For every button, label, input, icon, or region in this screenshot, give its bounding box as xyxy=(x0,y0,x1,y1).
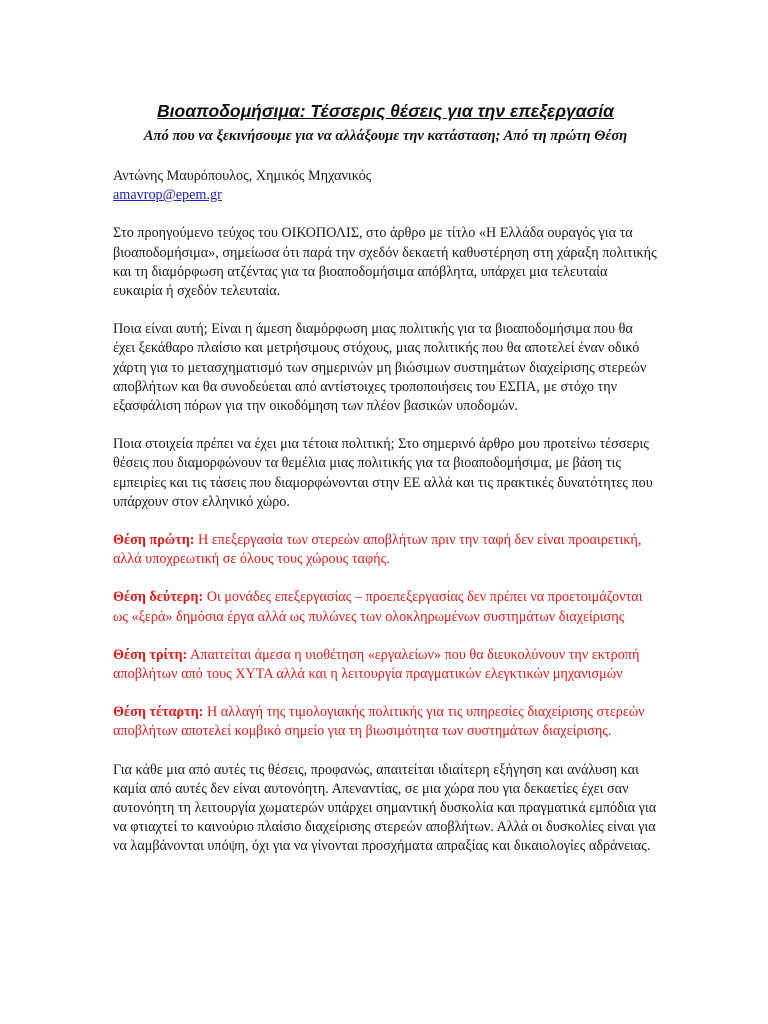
author-email-link[interactable]: amavrop@epem.gr xyxy=(113,187,222,204)
article-subtitle: Από που να ξεκινήσουμε για να αλλάξουμε την κατάσταση; Από τη πρώτη Θέση xyxy=(143,128,628,144)
thesis-fourth xyxy=(113,703,658,741)
paragraph-closing: Για κάθε μια από αυτές τις θέσεις, προφανώς, απαιτείται ιδιαίτερη εξήγηση και ανάλυση και καμία από αυτές δεν είναι αυτονόητη. Απεναντίας, σε μια χώρα που για δεκαετίες έχει σαν αυτονόητη τη λειτουργία χωματερών υπάρχει σημαντική δυσκολία και πραγματικά εμπόδια για να φτιαχτεί το καινούριο πλαίσιο διαχείρισης στερεών αποβλήτων. Αλλά οι δυσκολίες είναι για να λαμβάνονται υπόψη, όχι για να γίνονται προσχήματα απραξίας και δικαιολογίες αδράνειας. xyxy=(113,761,657,855)
paragraph-elements: Ποια στοιχεία πρέπει να έχει μια τέτοια πολιτική; Στο σημερινό άρθρο μου προτείνω τέσσερις θέσεις που διαμορφώνουν τα θεμέλια μιας πολιτικής για τα βιοαποδομήσιμα, με βάση τις εμπειρίες και τις τάσεις που διαμορφώνονται στην ΕΕ αλλά και τις πρακτικές δυνατότητες που υπάρχουν στον ελληνικό χώρο. xyxy=(113,436,653,510)
thesis-first-label: Θέση πρώτη: xyxy=(113,532,195,549)
author-line: Αντώνης Μαυρόπουλος, Χημικός Μηχανικός xyxy=(113,168,372,184)
thesis-second-text: Οι μονάδες επεξεργασίας – προεπεξεργασίας δεν πρέπει να προετοιμάζονται ως «ξερά» δημόσια έργα αλλά ως πυλώνες των ολοκληρωμένων συστημάτων διαχείρισης xyxy=(113,589,643,625)
thesis-fourth-label: Θέση τέταρτη: xyxy=(113,704,204,721)
article-body xyxy=(113,100,658,876)
thesis-first-text: Η επεξεργασία των στερεών αποβλήτων πριν την ταφή δεν είναι προαιρετική, αλλά υποχρεωτική σε όλους τους χώρους ταφής. xyxy=(113,532,642,568)
article-title: Βιοαποδομήσιμα: Τέσσερις θέσεις για την επεξεργασία xyxy=(157,101,614,121)
thesis-fourth-text: Η αλλαγή της τιμολογιακής πολιτικής για τις υπηρεσίες διαχείρισης στερεών αποβλήτων αποτελεί κομβικό σημείο για τη βιωσιμότητα των συστημάτων διαχείρισης. xyxy=(113,704,645,740)
thesis-third xyxy=(113,646,658,684)
thesis-second xyxy=(113,588,658,626)
thesis-third-text: Απαιτείται άμεσα η υιοθέτηση «εργαλείων» που θα διευκολύνουν την εκτροπή αποβλήτων από τους ΧΥΤΑ αλλά και η λειτουργία πραγματικών ελεγκτικών μηχανισμών xyxy=(113,646,640,683)
thesis-third-label: Θέση τρίτη: xyxy=(113,646,188,663)
thesis-first xyxy=(113,531,658,569)
paragraph-policy: Ποια είναι αυτή; Είναι η άμεση διαμόρφωση μιας πολιτικής για τα βιοαποδομήσιμα που θα έχει ξεκάθαρο πλαίσιο και μετρήσιμους στόχους, μιας πολιτικής που θα αποτελεί έναν οδικό χάρτη για το μετασχηματισμό των σημερινών μη βιώσιμων συστημάτων διαχείρισης στερεών αποβλήτων και θα συνοδεύεται από αντίστοιχες τροποποιήσεις του ΕΣΠΑ, με στόχο την εξασφάλιση πόρων για την οικοδόμηση των πλέον βασικών υποδομών. xyxy=(113,321,647,415)
thesis-second-label: Θέση δεύτερη: xyxy=(113,589,204,606)
paragraph-intro: Στο προηγούμενο τεύχος του ΟΙΚΟΠΟΛΙΣ, στο άρθρο με τίτλο «Η Ελλάδα ουραγός για τα βιοαποδομήσιμα», σημείωσα ότι παρά την σχεδόν δεκαετή καθυστέρηση στη χάραξη πολιτικής και τη διαμόρφωση ατζέντας για τα βιοαποδομήσιμα απόβλητα, υπάρχει μια τελευταία ευκαιρία ή σχεδόν τελευταία. xyxy=(113,225,657,300)
